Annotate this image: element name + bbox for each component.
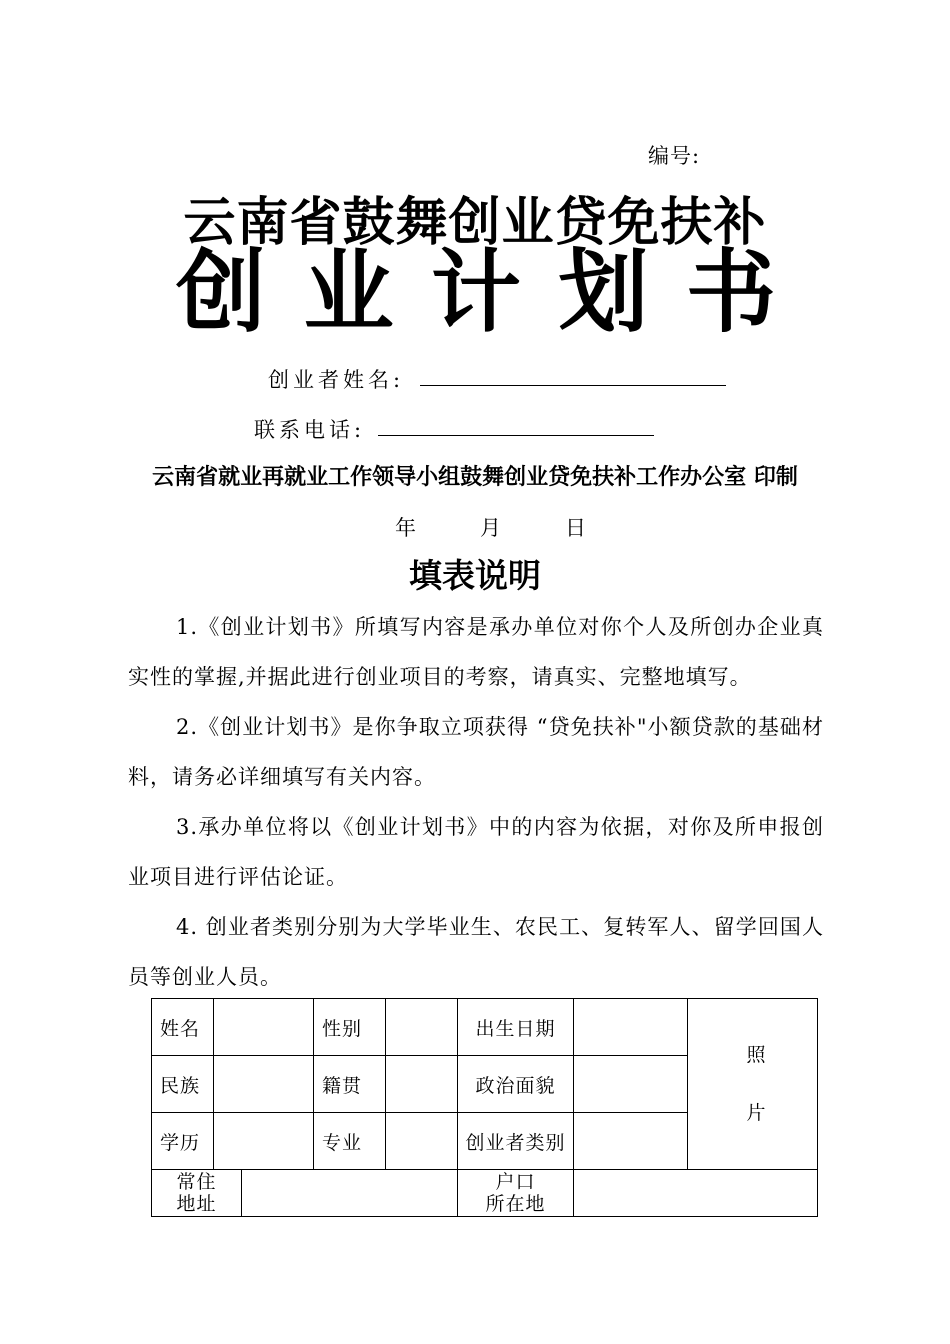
address-label-2: 地址 (176, 1193, 217, 1215)
instruction-item: 3.承办单位将以《创业计划书》中的内容为依据，对你及所申报创业项目进行评估论证。 (128, 815, 824, 889)
gender-label: 性别 (314, 999, 386, 1056)
entrepreneur-type-label: 创业者类别 (458, 1113, 574, 1170)
subtitle-char: 计 (431, 240, 521, 345)
ethnicity-value-cell[interactable] (214, 1056, 314, 1113)
household-value-cell[interactable] (574, 1170, 818, 1217)
political-status-value-cell[interactable] (574, 1056, 688, 1113)
native-place-label: 籍贯 (314, 1056, 386, 1113)
household-label-1: 户口 (495, 1171, 536, 1193)
date-day-label: 日 (565, 516, 586, 540)
birth-date-value-cell[interactable] (574, 999, 688, 1056)
photo-label-2: 片 (746, 1102, 767, 1124)
major-value-cell[interactable] (386, 1113, 458, 1170)
subtitle-char: 划 (558, 240, 649, 345)
subtitle-char: 业 (303, 240, 394, 345)
document-title: 云南省鼓舞创业贷免扶补 (183, 192, 767, 253)
birth-date-label: 出生日期 (458, 999, 574, 1056)
political-status-label: 政治面貌 (458, 1056, 574, 1113)
native-place-value-cell[interactable] (386, 1056, 458, 1113)
photo-label-1: 照 (746, 1044, 767, 1066)
serial-number-label: 编号: (648, 144, 701, 168)
publisher-line: 云南省就业再就业工作领导小组鼓舞创业贷免扶补工作办公室 印制 (152, 464, 798, 490)
document-subtitle (176, 240, 776, 345)
entrepreneur-type-value-cell[interactable] (574, 1113, 688, 1170)
entrepreneur-name-field[interactable] (420, 385, 726, 386)
personal-info-table (151, 998, 818, 1217)
date-month-label: 月 (480, 516, 501, 540)
address-label-1: 常住 (176, 1171, 217, 1193)
education-value-cell[interactable] (214, 1113, 314, 1170)
gender-value-cell[interactable] (386, 999, 458, 1056)
contact-phone-field[interactable] (378, 435, 654, 436)
instruction-item: 2.《创业计划书》是你争取立项获得 “贷免扶补"小额贷款的基础材料，请务必详细填写有关内容。 (128, 715, 824, 789)
contact-phone-label: 联系电话: (254, 418, 366, 442)
instructions-heading: 填表说明 (409, 556, 541, 595)
household-label-2: 所在地 (485, 1193, 546, 1215)
ethnicity-label: 民族 (152, 1056, 214, 1113)
address-label (152, 1170, 242, 1217)
name-value-cell[interactable] (214, 999, 314, 1056)
education-label: 学历 (152, 1113, 214, 1170)
instruction-item: 4. 创业者类别分别为大学毕业生、农民工、复转军人、留学回国人员等创业人员。 (128, 915, 824, 989)
address-value-cell[interactable] (242, 1170, 458, 1217)
instruction-item: 1.《创业计划书》所填写内容是承办单位对你个人及所创办企业真实性的掌握,并据此进行创业项目的考察，请真实、完整地填写。 (128, 615, 824, 689)
photo-cell[interactable] (688, 999, 818, 1170)
major-label: 专业 (314, 1113, 386, 1170)
name-label: 姓名 (152, 999, 214, 1056)
subtitle-char: 书 (686, 240, 776, 345)
date-year-label: 年 (395, 516, 416, 540)
date-line (395, 512, 586, 542)
household-label (458, 1170, 574, 1217)
subtitle-char: 创 (176, 240, 266, 345)
entrepreneur-name-label: 创业者姓名: (268, 368, 405, 392)
